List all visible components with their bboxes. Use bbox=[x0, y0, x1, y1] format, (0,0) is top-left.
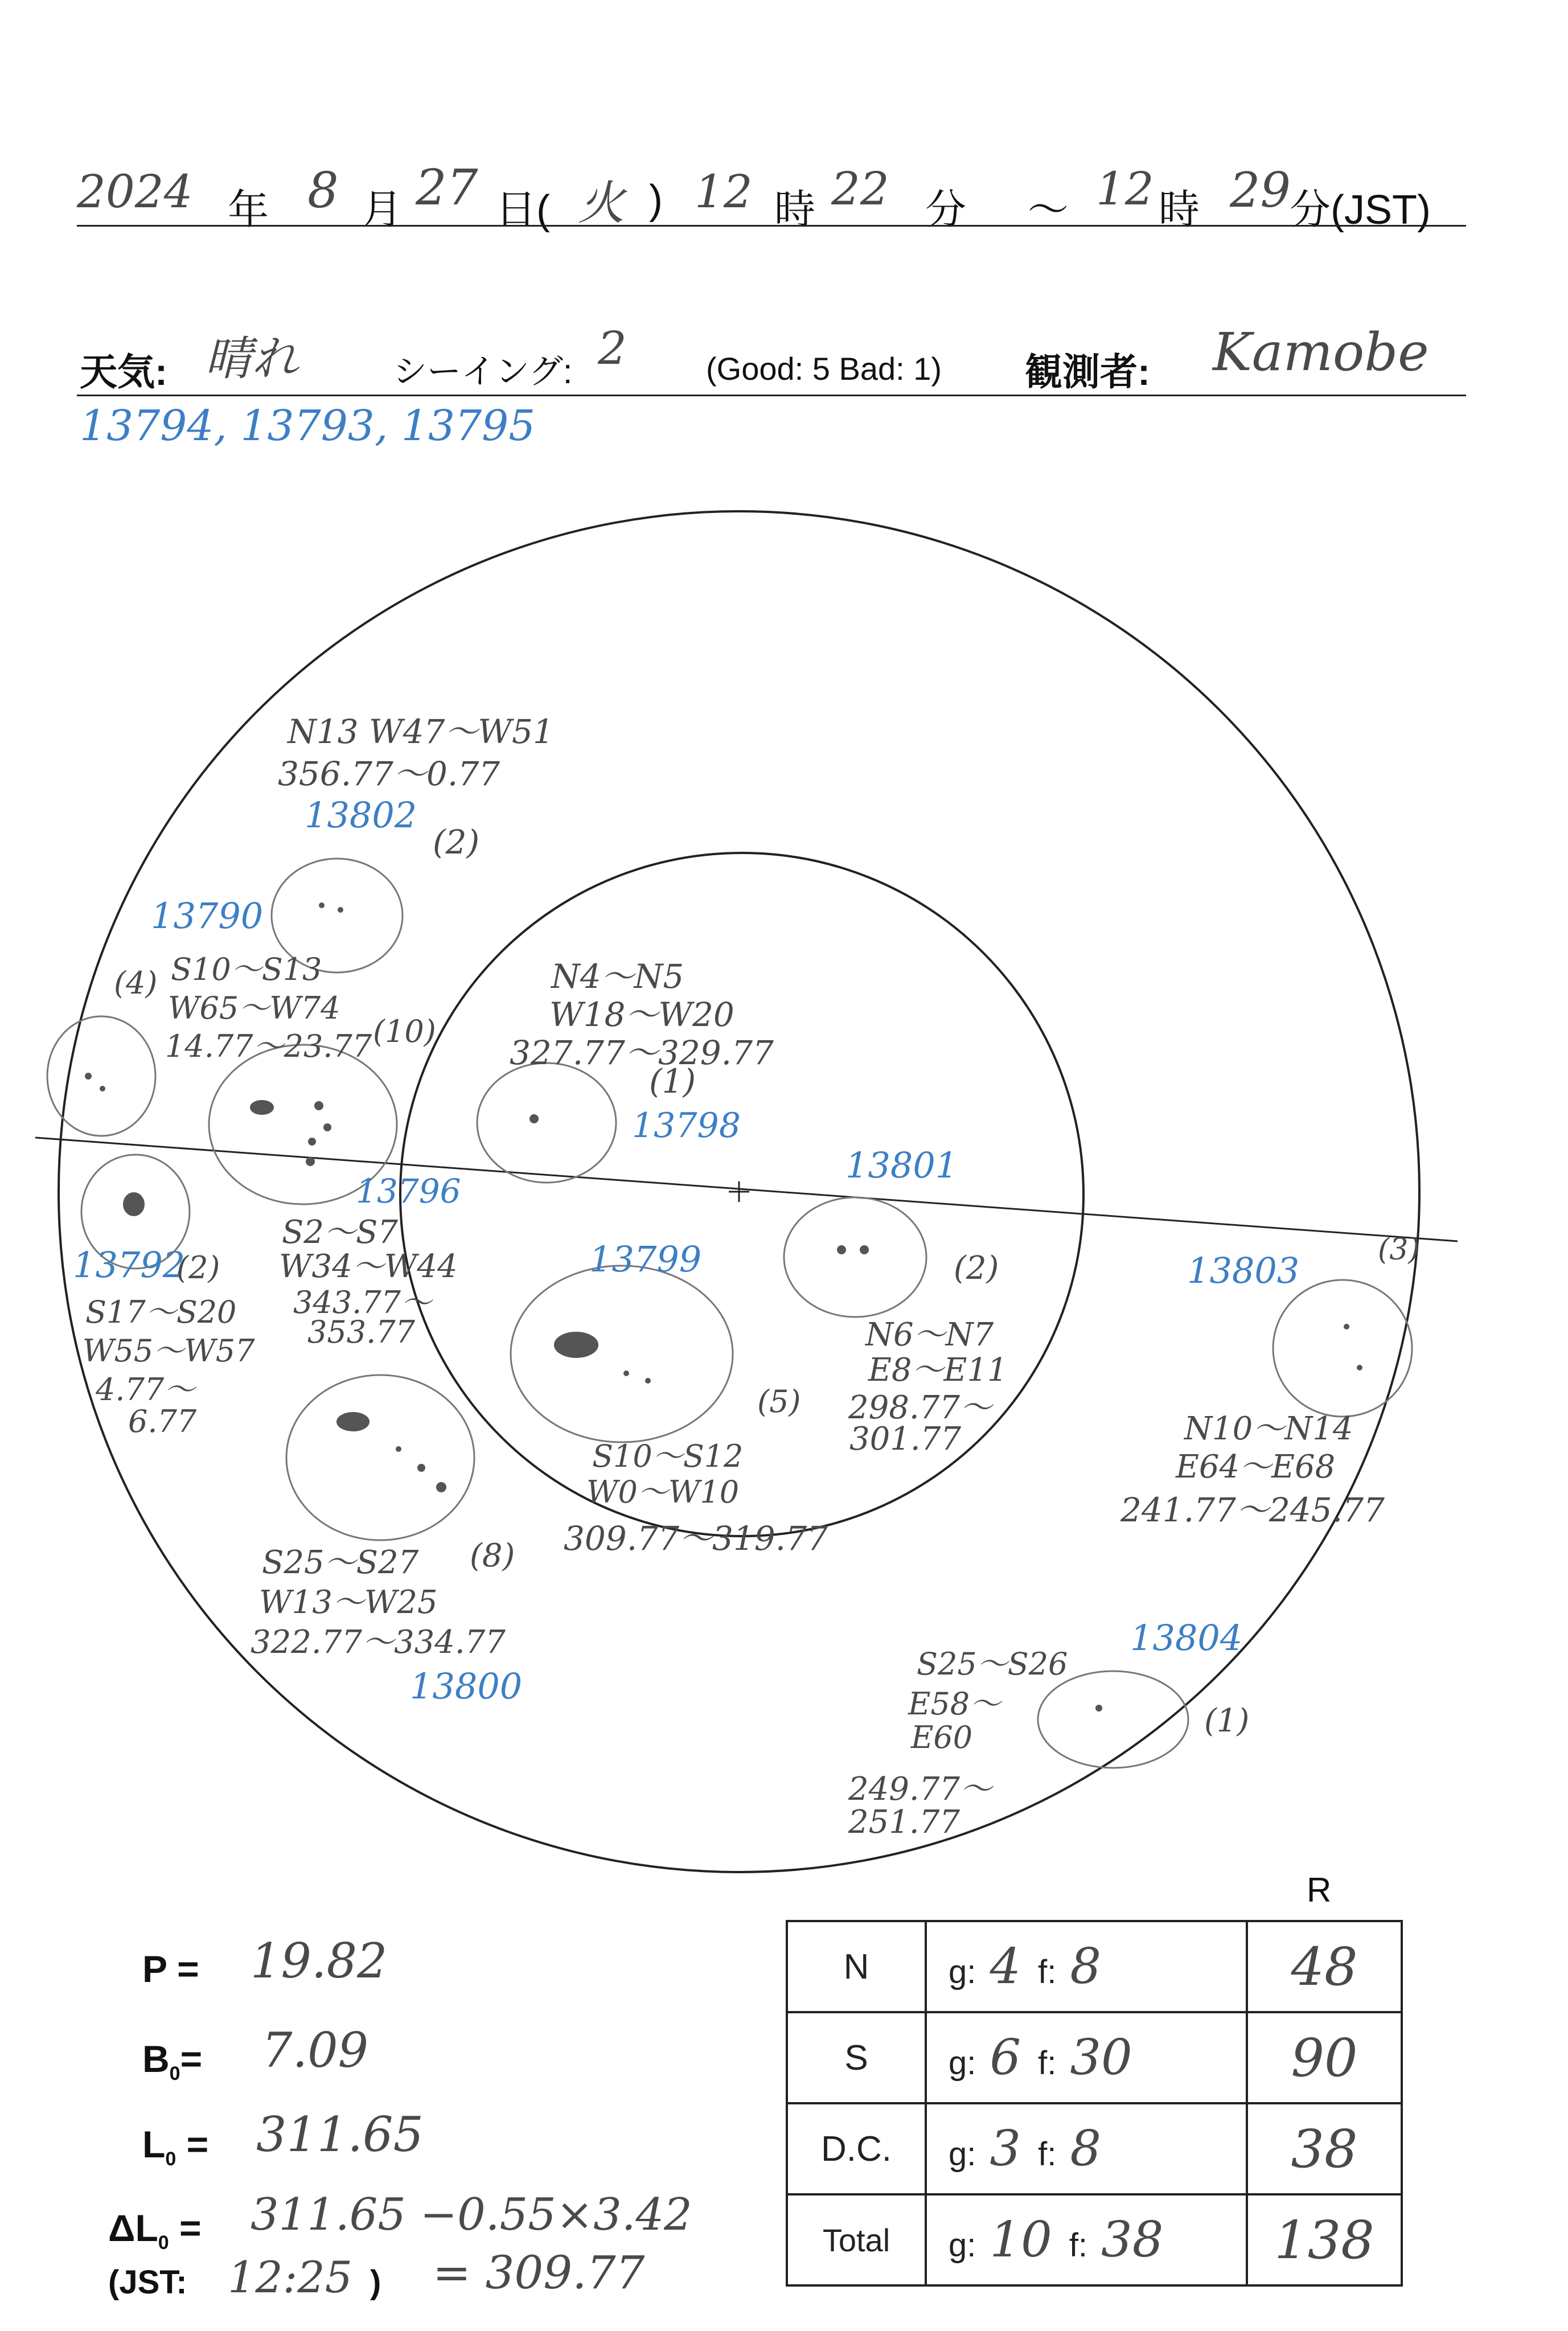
l0-label bbox=[142, 2123, 208, 2170]
annotation: 301.77 bbox=[849, 1421, 961, 1458]
g-key: g: bbox=[949, 2136, 976, 2173]
region-number: 13801 bbox=[845, 1144, 958, 1186]
annotation: N13 W47～W51 bbox=[288, 712, 554, 751]
spot bbox=[624, 1371, 629, 1376]
r-cell bbox=[1247, 2194, 1402, 2285]
weekday-close: ) bbox=[649, 177, 663, 223]
b0-symbol: B bbox=[142, 2038, 170, 2080]
table-row bbox=[787, 2194, 1402, 2285]
sunspot-count-table bbox=[786, 1920, 1403, 2287]
jst-label: (JST: bbox=[108, 2264, 187, 2301]
r-value: 138 bbox=[1274, 2209, 1374, 2271]
annotation: W0～W10 bbox=[586, 1474, 740, 1510]
annotation: N4～N5 bbox=[551, 957, 684, 996]
start-hour-value: 12 bbox=[695, 165, 753, 218]
row-label: S bbox=[787, 2012, 926, 2103]
b0-value: 7.09 bbox=[262, 2022, 369, 2078]
annotation: N10～N14 bbox=[1184, 1410, 1353, 1447]
annotation: 4.77～ bbox=[96, 1372, 195, 1407]
annotation: S10～S12 bbox=[592, 1438, 744, 1474]
annotation: S2～S7 bbox=[282, 1214, 398, 1251]
g-key: g: bbox=[949, 1954, 976, 1991]
region-number: 13790 bbox=[151, 895, 264, 937]
spot bbox=[338, 908, 343, 912]
annotation: (8) bbox=[470, 1537, 515, 1574]
weather-label: 天気: bbox=[80, 351, 167, 393]
annotation: (2) bbox=[433, 823, 480, 861]
group-13804-outline bbox=[1038, 1671, 1188, 1768]
end-min-unit: 分(JST) bbox=[1290, 187, 1431, 233]
spot bbox=[337, 1413, 369, 1431]
f-value: 8 bbox=[1070, 1938, 1102, 1995]
gf-cell bbox=[926, 1921, 1247, 2012]
p-value: 19.82 bbox=[251, 1933, 388, 1989]
spot bbox=[860, 1246, 868, 1254]
annotation: (2) bbox=[176, 1250, 220, 1286]
annotation: 309.77～319.77 bbox=[564, 1519, 828, 1558]
gf-cell bbox=[926, 2103, 1247, 2194]
time-range-tilde: ～ bbox=[1028, 187, 1069, 233]
annotation: W55～W57 bbox=[83, 1333, 255, 1369]
g-value: 4 bbox=[990, 1938, 1021, 1995]
day-value: 27 bbox=[416, 159, 478, 216]
seeing-scale: (Good: 5 Bad: 1) bbox=[706, 351, 942, 387]
annotation: S17～S20 bbox=[85, 1294, 237, 1330]
annotation: 249.77～ bbox=[848, 1771, 992, 1808]
dl0-subscript: 0 bbox=[158, 2232, 169, 2254]
spot bbox=[1344, 1324, 1349, 1329]
annotation: E8～E11 bbox=[868, 1352, 1008, 1389]
dl0-equals: = bbox=[169, 2207, 202, 2249]
f-key: f: bbox=[1069, 2227, 1088, 2264]
g-value: 6 bbox=[990, 2029, 1021, 2086]
annotation: E60 bbox=[911, 1719, 973, 1755]
annotation: 356.77～0.77 bbox=[278, 754, 500, 793]
group-13790-outline bbox=[47, 1016, 155, 1136]
month-value: 8 bbox=[307, 162, 339, 219]
year-value: 2024 bbox=[77, 165, 193, 218]
region-number: 13800 bbox=[410, 1665, 523, 1707]
jst-value: 12:25 bbox=[228, 2252, 353, 2303]
annotation: W13～W25 bbox=[259, 1584, 438, 1621]
spot bbox=[85, 1073, 91, 1079]
annotation: S25～S27 bbox=[262, 1544, 419, 1581]
g-value: 10 bbox=[990, 2211, 1052, 2268]
region-number: 13796 bbox=[356, 1172, 461, 1210]
annotation: W34～W44 bbox=[279, 1248, 458, 1285]
region-number: 13792 bbox=[73, 1244, 186, 1286]
spot bbox=[315, 1102, 323, 1110]
b0-label bbox=[142, 2037, 202, 2085]
day-unit: 日( bbox=[495, 187, 550, 233]
weather-value: 晴れ bbox=[205, 332, 298, 386]
row-label: D.C. bbox=[787, 2103, 926, 2194]
gf-cell bbox=[926, 2194, 1247, 2285]
group-13800-outline bbox=[286, 1375, 474, 1540]
observer-label: 観測者: bbox=[1025, 351, 1150, 393]
group-13803-outline bbox=[1273, 1280, 1412, 1417]
spot bbox=[838, 1246, 845, 1254]
region-number: 13798 bbox=[632, 1106, 741, 1146]
annotation: 322.77～334.77 bbox=[251, 1624, 506, 1661]
annotation: (3) bbox=[1378, 1233, 1420, 1267]
spot bbox=[437, 1483, 446, 1492]
off-disk-regions: 13794, 13793, 13795 bbox=[80, 401, 536, 450]
annotation: (4) bbox=[114, 965, 158, 1001]
annotation: N6～N7 bbox=[865, 1316, 994, 1353]
row-label: Total bbox=[787, 2194, 926, 2285]
month-unit: 月 bbox=[362, 187, 403, 233]
spot bbox=[1357, 1365, 1362, 1370]
annotation: 6.77 bbox=[128, 1403, 197, 1439]
f-key: f: bbox=[1038, 2045, 1057, 2082]
year-unit: 年 bbox=[228, 187, 269, 233]
group-13799-outline bbox=[511, 1266, 733, 1442]
annotation: W18～W20 bbox=[549, 995, 734, 1034]
r-value: 48 bbox=[1291, 1936, 1358, 1997]
annotation: 353.77 bbox=[307, 1314, 415, 1350]
min-unit: 分 bbox=[925, 187, 967, 233]
group-13798-outline bbox=[477, 1063, 616, 1183]
group-13801-outline bbox=[784, 1197, 926, 1317]
gf-cell bbox=[926, 2012, 1247, 2103]
spot bbox=[646, 1378, 650, 1383]
annotation: S10～S13 bbox=[171, 951, 322, 987]
annotation: E64～E68 bbox=[1176, 1448, 1336, 1485]
spot bbox=[100, 1086, 105, 1091]
r-cell bbox=[1247, 2012, 1402, 2103]
spot bbox=[530, 1115, 538, 1123]
l0-equals: = bbox=[176, 2123, 209, 2165]
annotation: S25～S26 bbox=[917, 1646, 1068, 1682]
annotation: (2) bbox=[954, 1250, 999, 1287]
annotation: 251.77 bbox=[848, 1804, 960, 1841]
annotation: (1) bbox=[649, 1062, 696, 1101]
dl0-label bbox=[108, 2206, 202, 2254]
l0-subscript: 0 bbox=[165, 2148, 176, 2170]
f-value: 38 bbox=[1101, 2211, 1164, 2268]
r-cell bbox=[1247, 2103, 1402, 2194]
f-key: f: bbox=[1038, 1954, 1057, 1991]
annotation: (10) bbox=[373, 1013, 436, 1049]
region-number: 13803 bbox=[1187, 1250, 1300, 1291]
f-value: 8 bbox=[1070, 2120, 1102, 2177]
b0-equals: = bbox=[180, 2038, 203, 2080]
f-value: 30 bbox=[1070, 2029, 1132, 2086]
spot bbox=[319, 903, 324, 908]
jst-close: ) bbox=[370, 2264, 381, 2301]
end-hour-value: 12 bbox=[1096, 162, 1154, 215]
annotation: E58～ bbox=[908, 1686, 1001, 1722]
spot bbox=[555, 1332, 598, 1357]
hour-unit: 時 bbox=[774, 187, 816, 233]
row-label: N bbox=[787, 1921, 926, 2012]
seeing-label: シーイング: bbox=[393, 352, 573, 391]
end-hour-unit: 時 bbox=[1159, 187, 1200, 233]
annotation: 343.77～ bbox=[293, 1284, 432, 1320]
spot bbox=[418, 1464, 425, 1471]
start-min-value: 22 bbox=[831, 162, 889, 215]
p-label: P = bbox=[142, 1948, 199, 1990]
region-number: 13804 bbox=[1130, 1617, 1243, 1659]
table-row bbox=[787, 2103, 1402, 2194]
spot bbox=[309, 1138, 315, 1145]
end-min-value: 29 bbox=[1230, 162, 1291, 218]
region-number: 13799 bbox=[589, 1238, 702, 1280]
table-row bbox=[787, 2012, 1402, 2103]
dl0-expression: 311.65 −0.55×3.42 bbox=[251, 2189, 692, 2240]
r-value: 38 bbox=[1291, 2118, 1358, 2180]
annotation: 14.77～23.77 bbox=[165, 1028, 372, 1064]
f-key: f: bbox=[1038, 2136, 1057, 2173]
annotation: W65～W74 bbox=[168, 990, 340, 1026]
annotation: 241.77～245.77 bbox=[1120, 1491, 1385, 1529]
r-value: 90 bbox=[1291, 2027, 1358, 2088]
spot bbox=[324, 1124, 331, 1131]
l0-value: 311.65 bbox=[256, 2107, 424, 2162]
annotation: 298.77～ bbox=[848, 1389, 992, 1426]
r-cell bbox=[1247, 1921, 1402, 2012]
spot bbox=[124, 1193, 144, 1216]
weekday-value: 火 bbox=[578, 177, 625, 231]
dl0-result: = 309.77 bbox=[433, 2246, 645, 2299]
spot bbox=[251, 1101, 273, 1114]
g-value: 3 bbox=[990, 2120, 1021, 2177]
spot bbox=[396, 1447, 401, 1451]
annotation: (5) bbox=[757, 1384, 801, 1419]
g-key: g: bbox=[949, 2227, 976, 2264]
observer-value: Kamobe bbox=[1213, 322, 1429, 383]
r-column-header: R bbox=[1307, 1871, 1332, 1909]
annotation: (1) bbox=[1204, 1702, 1250, 1739]
spot bbox=[306, 1158, 314, 1166]
dl0-symbol: ΔL bbox=[108, 2207, 158, 2249]
region-number: 13802 bbox=[305, 794, 417, 836]
seeing-value: 2 bbox=[598, 322, 627, 375]
table-row bbox=[787, 1921, 1402, 2012]
l0-symbol: L bbox=[142, 2123, 166, 2165]
g-key: g: bbox=[949, 2045, 976, 2082]
b0-subscript: 0 bbox=[169, 2063, 180, 2085]
spot bbox=[1096, 1705, 1102, 1711]
annotation: 327.77～329.77 bbox=[510, 1033, 774, 1072]
